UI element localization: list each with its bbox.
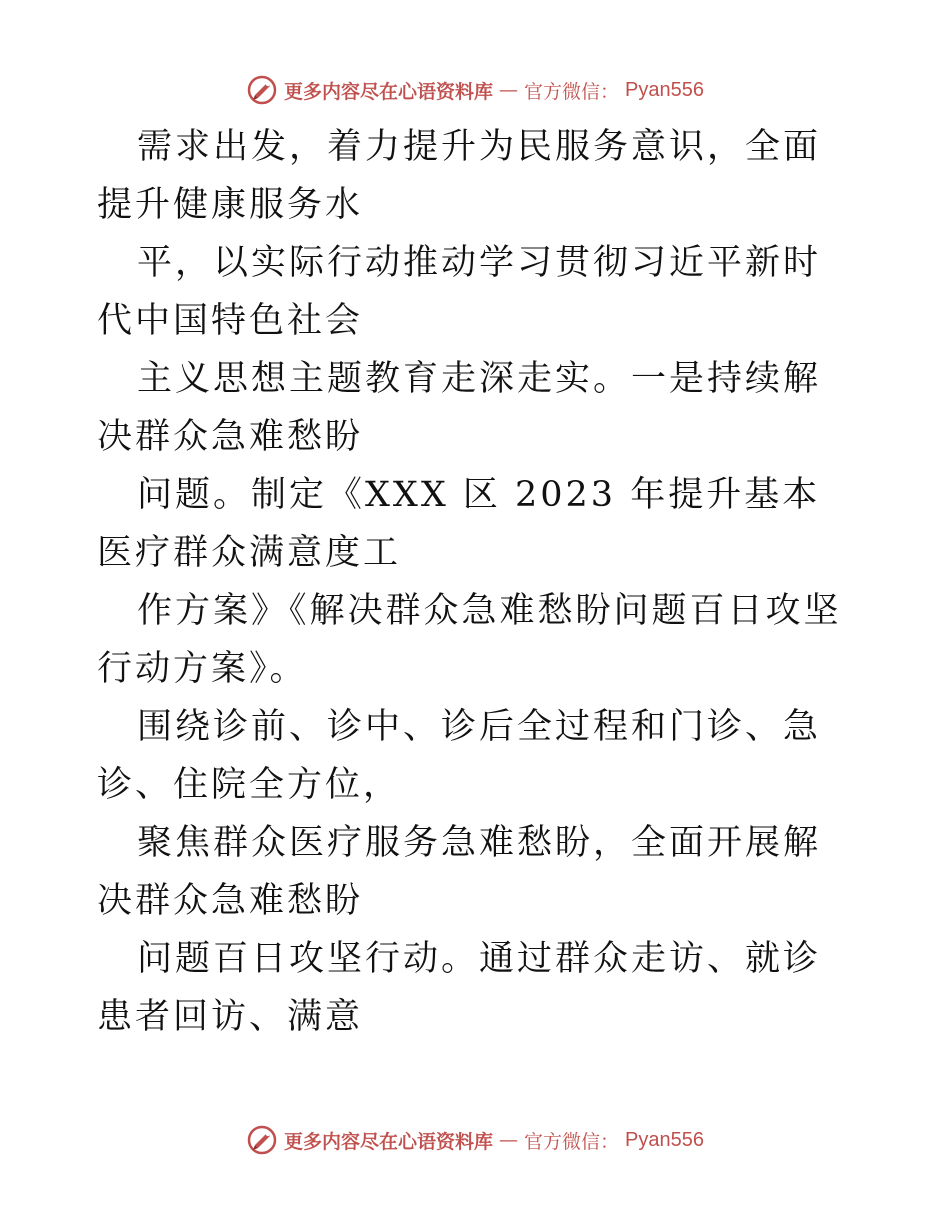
banner-contact-id: Pyan556 — [625, 1128, 704, 1151]
footer-banner — [0, 1118, 950, 1162]
brand-logo-icon — [246, 1124, 278, 1156]
banner-contact-id: Pyan556 — [625, 78, 704, 101]
banner-dash: — — [499, 79, 519, 101]
brand-logo-icon — [246, 74, 278, 106]
paragraph-4: 问题。制定《XXX 区 2023 年提升基本医疗群众满意度工 — [97, 475, 821, 573]
header-banner — [0, 68, 950, 112]
banner-text: 更多内容尽在心语资料库 — [284, 80, 494, 103]
paragraph-3: 主义思想主题教育走深走实。一是持续解决群众急难愁盼 — [97, 359, 822, 457]
banner-dash: — — [499, 1129, 519, 1151]
paragraph-2: 平，以实际行动推动学习贯彻习近平新时代中国特色社会 — [97, 243, 822, 341]
paragraph-7: 聚焦群众医疗服务急难愁盼，全面开展解决群众急难愁盼 — [97, 823, 822, 921]
paragraph-5: 作方案》《解决群众急难愁盼问题百日攻坚行动方案》。 — [97, 591, 842, 689]
paragraph-6: 围绕诊前、诊中、诊后全过程和门诊、急诊、住院全方位， — [97, 707, 822, 805]
banner-text: 更多内容尽在心语资料库 — [284, 1130, 494, 1153]
paragraph-8: 问题百日攻坚行动。通过群众走访、就诊患者回访、满意 — [97, 939, 822, 1037]
paragraph-1: 需求出发，着力提升为民服务意识，全面提升健康服务水 — [97, 127, 822, 225]
banner-contact-label: 官方微信： — [524, 80, 620, 103]
banner-contact-label: 官方微信： — [524, 1130, 620, 1153]
document-body — [97, 118, 857, 1046]
